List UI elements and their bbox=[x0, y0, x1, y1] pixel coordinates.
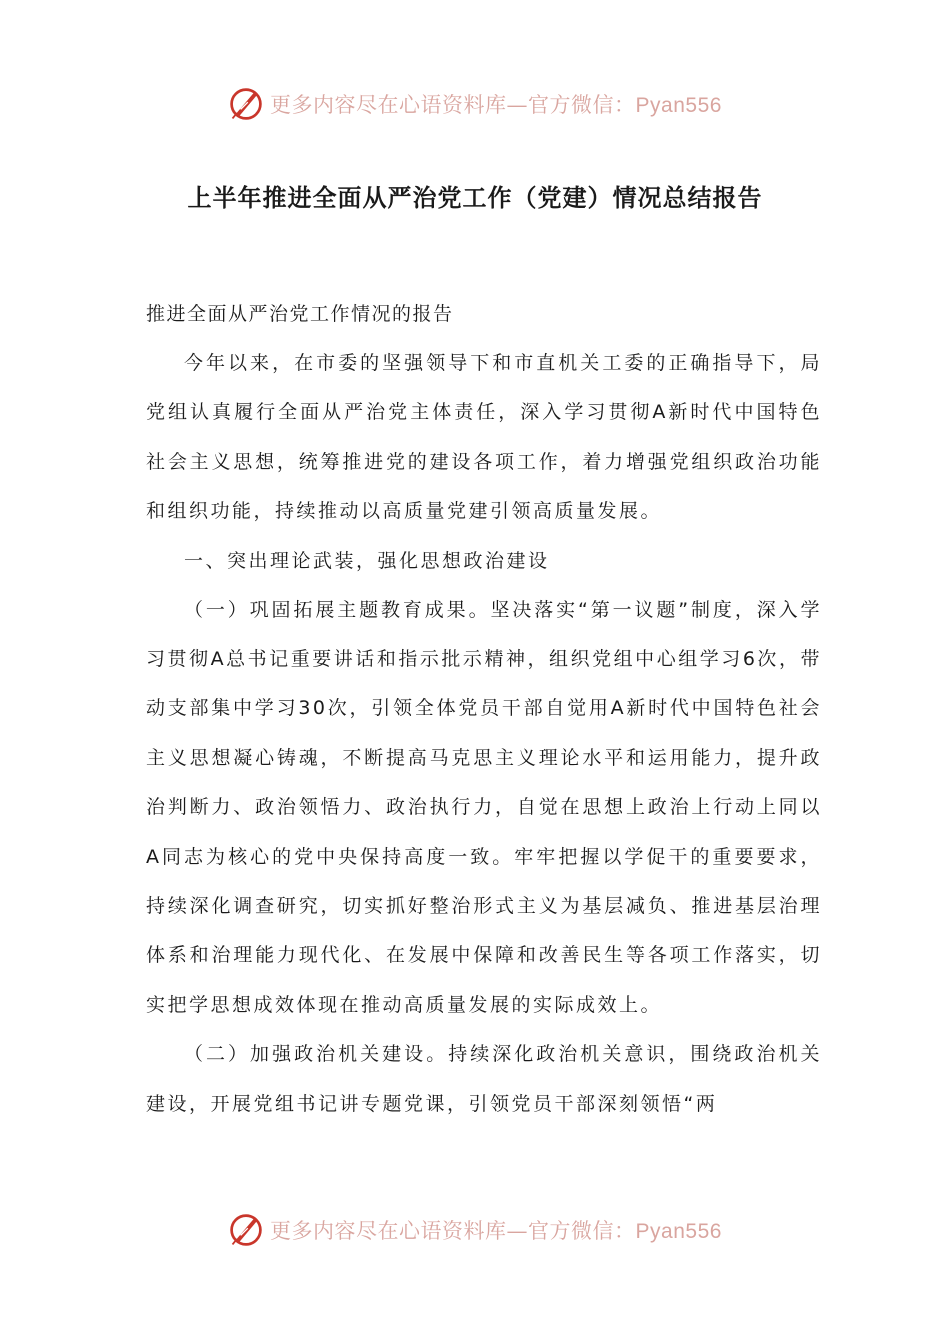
intro-paragraph: 今年以来，在市委的坚强领导下和市直机关工委的正确指导下，局党组认真履行全面从严治党主体责任，深入学习贯彻A新时代中国特色社会主义思想，统筹推进党的建设各项工作，着力增强党组织政治功能和组织功能，持续推动以高质量党建引领高质量发展。 bbox=[146, 352, 822, 523]
header-watermark bbox=[0, 82, 950, 126]
section-heading: 一、突出理论武装，强化思想政治建设 bbox=[184, 549, 550, 572]
quill-logo-icon bbox=[228, 1212, 264, 1248]
quill-logo-icon bbox=[228, 86, 264, 122]
footer-watermark bbox=[0, 1208, 950, 1252]
document-subtitle: 推进全面从严治党工作情况的报告 bbox=[146, 303, 454, 325]
document-body bbox=[146, 290, 822, 1129]
watermark-text: 更多内容尽在心语资料库—官方微信：Pyan556 bbox=[270, 1219, 722, 1243]
watermark-text: 更多内容尽在心语资料库—官方微信：Pyan556 bbox=[270, 93, 722, 117]
paragraph-1: （一）巩固拓展主题教育成果。坚决落实“第一议题”制度，深入学习贯彻A总书记重要讲话和指示批示精神，组织党组中心组学习6次，带动支部集中学习30次，引领全体党员干部自觉用A新时代中国特色社会主义思想凝心铸魂，不断提高马克思主义理论水平和运用能力，提升政治判断力、政治领悟力、政治执行力，自觉在思想上政治上行动上同以A同志为核心的党中央保持高度一致。牢牢把握以学促干的重要要求，持续深化调查研究，切实抓好整治形式主义为基层减负、推进基层治理体系和治理能力现代化、在发展中保障和改善民生等各项工作落实，切实把学思想成效体现在推动高质量发展的实际成效上。 bbox=[146, 598, 822, 1016]
paragraph-2: （二）加强政治机关建设。持续深化政治机关意识，围绕政治机关建设，开展党组书记讲专题党课，引领党员干部深刻领悟“两 bbox=[146, 1043, 822, 1115]
document-title: 上半年推进全面从严治党工作（党建）情况总结报告 bbox=[187, 184, 763, 212]
